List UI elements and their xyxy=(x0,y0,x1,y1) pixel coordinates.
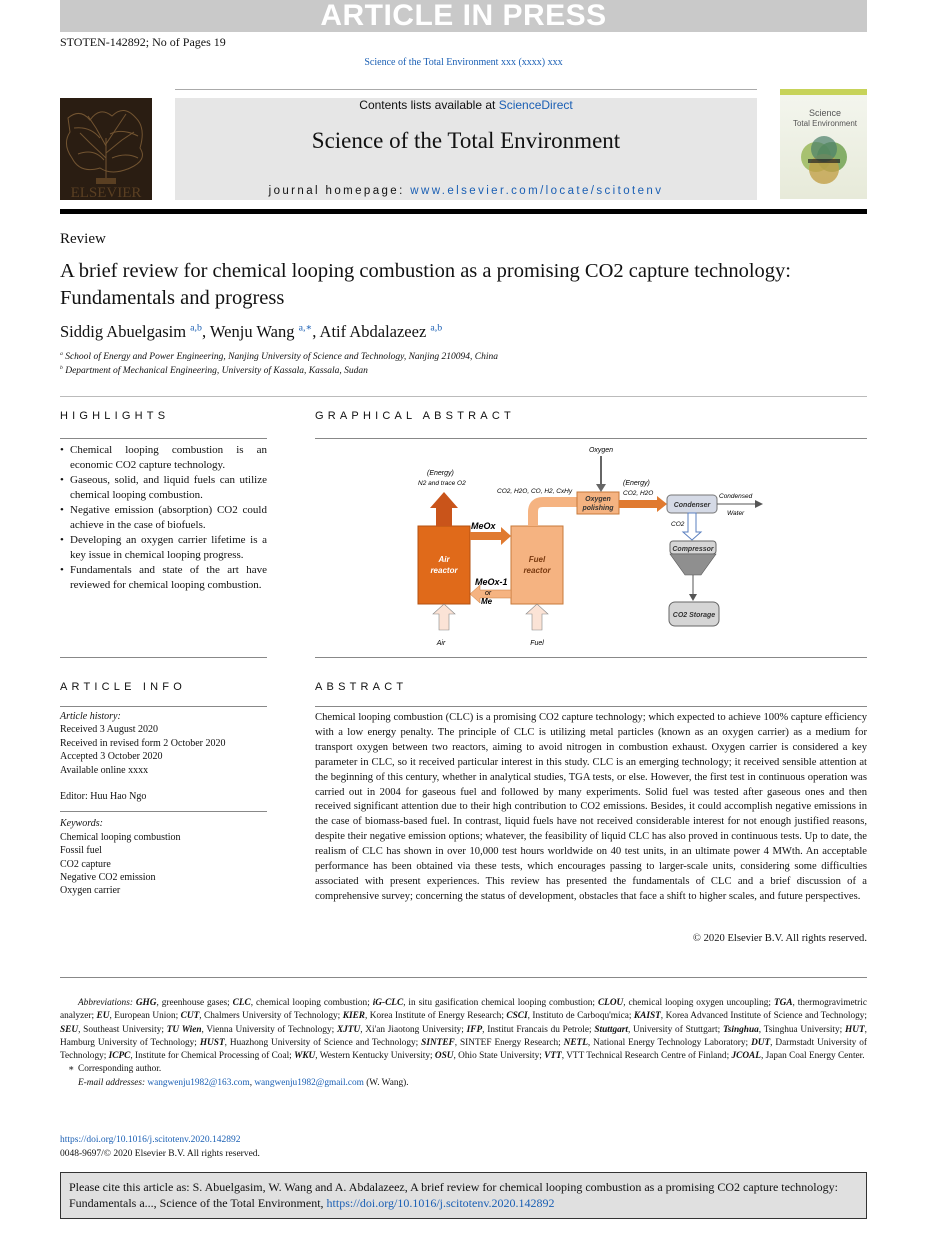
me-label: Me xyxy=(481,597,493,606)
graphical-abstract-figure xyxy=(315,440,867,652)
exhaust-arrow xyxy=(430,492,458,526)
abbreviation-term: IFP xyxy=(466,1024,483,1035)
doi-link[interactable]: https://doi.org/10.1016/j.scitotenv.2020.142892 xyxy=(60,1135,241,1145)
water-label: Water xyxy=(727,510,745,517)
abbreviation-definition: , Instituto de Carboqu'mica; xyxy=(527,1011,634,1022)
abbreviation-term: CLOU xyxy=(597,998,624,1008)
meox1-label: MeOx-1 xyxy=(475,577,508,587)
journal-reference-link[interactable]: Science of the Total Environment xxx (xxxx) xxx xyxy=(364,57,563,68)
graphical-abstract-bottom-rule xyxy=(315,657,867,658)
abbreviation-term: GHG xyxy=(135,998,157,1008)
abbreviation-definition: , Western Kentucky University; xyxy=(315,1051,435,1062)
contents-prefix: Contents lists available at xyxy=(359,98,499,112)
energy-right-label: (Energy) xyxy=(623,480,650,487)
abbreviation-term: XJTU xyxy=(336,1024,361,1035)
abbreviation-term: HUST xyxy=(199,1037,225,1048)
affiliation-mark: b xyxy=(60,364,63,371)
co2-h2o-label: CO2, H2O xyxy=(623,490,654,497)
or-label: or xyxy=(485,590,492,597)
keyword: Oxygen carrier xyxy=(60,885,121,897)
journal-cover-thumbnail[interactable] xyxy=(780,89,867,199)
abbreviation-definition: , Korea Institute of Energy Research; xyxy=(364,1011,507,1022)
keyword: Fossil fuel xyxy=(60,845,102,857)
highlights-top-rule xyxy=(60,438,267,439)
email-note: E-mail addresses: wangwenju1982@163.com, wangwenju1982@gmail.com (W. Wang). xyxy=(78,1077,409,1088)
compressor-label: Compressor xyxy=(672,546,714,553)
abbreviation-definition: , University of Stuttgart; xyxy=(627,1024,723,1035)
journal-cover-image xyxy=(780,89,867,199)
abbreviation-term: Stuttgart xyxy=(594,1024,628,1035)
affiliation-text: Department of Mechanical Engineering, University of Kassala, Kassala, Sudan xyxy=(65,366,368,376)
abbreviation-definition: , Japan Coal Energy Center. xyxy=(760,1051,865,1062)
article-type: Review xyxy=(60,231,106,247)
article-info xyxy=(60,710,267,898)
abbreviation-term: KIER xyxy=(342,1011,365,1022)
contents-line xyxy=(175,98,757,112)
highlight-item: • Developing an oxygen carrier lifetime is a key issue in chemical looping progress. xyxy=(60,533,267,563)
homepage-prefix: journal homepage: xyxy=(268,185,411,197)
abbreviation-term: KAIST xyxy=(633,1011,661,1022)
abbreviation-definition: , Xi'an Jiaotong University; xyxy=(360,1024,467,1035)
abbreviation-term: SINTEF xyxy=(421,1037,455,1048)
article-info-heading: ARTICLE INFO xyxy=(60,681,186,693)
editor: Editor: Huu Hao Ngo xyxy=(60,791,147,803)
footnotes xyxy=(60,997,867,1090)
to-condenser-arrow xyxy=(619,496,667,512)
abbreviation-term: JCOAL xyxy=(731,1051,761,1062)
corresponding-author-note xyxy=(60,1063,867,1076)
abbreviation-term: SEU xyxy=(60,1024,79,1035)
compressor-funnel xyxy=(670,554,716,575)
gases-label: CO2, H2O, CO, H2, CxHy xyxy=(497,488,573,495)
abbreviation-definition: , Hamburg University of Technology; xyxy=(60,1024,867,1048)
fuel-reactor-label: Fuel xyxy=(528,555,546,564)
citation-box xyxy=(60,1172,867,1219)
fuel-reactor-box xyxy=(511,526,563,604)
graphical-abstract-heading: GRAPHICAL ABSTRACT xyxy=(315,410,515,422)
abbreviation-term: DUT xyxy=(751,1037,771,1048)
author-name[interactable]: Atif Abdalazeez xyxy=(319,322,427,341)
air-label: Air xyxy=(436,640,446,647)
keyword: Negative CO2 emission xyxy=(60,872,156,884)
asterisk-mark: ∗ xyxy=(68,1064,75,1075)
co2-label: CO2 xyxy=(671,521,685,528)
citation-doi-link[interactable]: https://doi.org/10.1016/j.scitotenv.2020.142892 xyxy=(326,1196,555,1210)
abstract-rule xyxy=(315,706,867,707)
oxygen-polishing-label: Oxygen xyxy=(585,496,611,503)
header-rule xyxy=(60,209,867,214)
abbreviation-term: NETL xyxy=(563,1037,588,1048)
history-label: Article history: xyxy=(60,711,121,722)
manuscript-id: STOTEN-142892; No of Pages 19 xyxy=(60,35,226,49)
author-affiliation-mark[interactable]: a,b xyxy=(430,322,443,334)
highlights-heading: HIGHLIGHTS xyxy=(60,410,170,422)
affiliation-a xyxy=(60,352,498,362)
abbreviation-term: VTT xyxy=(544,1051,562,1062)
sciencedirect-link[interactable]: ScienceDirect xyxy=(498,98,573,112)
accepted-date: Accepted 3 October 2020 xyxy=(60,751,163,763)
abbreviation-definition: , chemical looping combustion; xyxy=(250,998,373,1008)
keyword: Chemical looping combustion xyxy=(60,831,181,843)
abbreviation-term: CUT xyxy=(180,1011,200,1022)
abbreviation-definition: , Tsinghua University; xyxy=(758,1024,846,1035)
co2-down-arrow xyxy=(683,513,701,540)
highlights-list xyxy=(60,443,267,593)
masthead-divider xyxy=(175,89,757,90)
journal-homepage xyxy=(175,185,757,197)
issn-line: 0048-9697/© 2020 Elsevier B.V. All rights reserved. xyxy=(60,1148,260,1159)
email-label: E-mail addresses: xyxy=(78,1077,146,1088)
air-reactor-label: Air xyxy=(438,555,450,564)
article-title: A brief review for chemical looping combustion as a promising CO2 capture technology: Fundamentals and progress xyxy=(60,260,791,309)
abbreviation-term: iG-CLC xyxy=(372,998,404,1008)
abbreviations-list xyxy=(60,998,867,1061)
author-affiliation-mark[interactable]: a,∗ xyxy=(298,322,313,334)
oxygen-arrow-head xyxy=(596,484,606,492)
abbreviation-definition: , in situ gasification chemical looping combustion; xyxy=(403,998,598,1008)
abbreviation-definition: , National Energy Technology Laboratory; xyxy=(587,1037,752,1048)
abbreviation-definition: , European Union; xyxy=(109,1011,181,1022)
abbreviation-term: ICPC xyxy=(108,1051,131,1062)
storage-arrow-head xyxy=(689,594,697,601)
air-in-arrow xyxy=(433,604,455,630)
citation-text: Please cite this article as: S. Abuelgasim, W. Wang and A. Abdalazeez, A brief review for chemical looping combustion as a promising CO2 capture technology: Fundamentals a..., Science of the Total Environment, xyxy=(69,1180,838,1210)
abbreviation-term: HUT xyxy=(845,1024,865,1035)
revised-date: Received in revised form 2 October 2020 xyxy=(60,737,226,749)
abstract-text: Chemical looping combustion (CLC) is a promising CO2 capture technology; which expected to achieve 100% capture efficiency with a low energy penalty. The principle of CLC is utilizing metal particles (known as an oxygen carrier) as a medium for transport oxygen between two reactors, aiming to avoid nitrogen in combustion exhaust. Oxygen carrier is considered a key parameter in CLC, so it received particular interest in this study. CLC is an emerging technology; it received sensible attention at the beginning of this century, whether in analytical studies, TGA tests, or else. However, the first test in continuous operation was carried out in 2004 for gaseous fuel and followed by many experiments. Solid fuel was tested after gaseous ones and then received significant attention due to their high contribution to CO2 emissions. Besides, it could accomplish negative emissions in the case of biomass-based fuel. In contrast, liquid fuels have not received considerable interest for not enough justified reasons, despite their negative emission options; whatever, the feasibility of liquid CLC has also proved in continuous tests. Up to date, the realism of CLC has shown in over 10,000 test hours worldwide on 40 test units, in an ultimate power 4 MWth. An acceptable performance has been obtained via these tests, which encourages passing to larger-scale units, considering some difficulties associated with present experiences. This review has presented the fundamentals of CLC and a brief discussion of a comprehensive survey; concerning the status of development, obstacles that face a shift to higher scales, and future perspectives. xyxy=(315,712,867,902)
abbreviation-term: CLC xyxy=(232,998,251,1008)
article-info-rule xyxy=(60,706,267,707)
oxygen-label: Oxygen xyxy=(588,447,614,454)
elsevier-tree-icon xyxy=(60,98,152,200)
abbreviation-definition: , Korea Advanced Institute of Science and Technology; xyxy=(660,1011,868,1022)
abbreviation-definition: , Southeast University; xyxy=(78,1024,167,1035)
author-affiliation-mark[interactable]: a,b xyxy=(190,322,202,334)
fuel-reactor-label: reactor xyxy=(523,566,551,575)
keywords-label: Keywords: xyxy=(60,818,103,830)
affiliation-text: School of Energy and Power Engineering, Nanjing University of Science and Technology, Nanjing 210094, China xyxy=(65,352,499,362)
condensed-label: Condensed xyxy=(719,493,753,500)
air-reactor-label: reactor xyxy=(430,566,458,575)
abbreviation-definition: , VTT Technical Research Centre of Finland; xyxy=(561,1051,732,1062)
abbreviation-definition: , Institut Francais du Petrole; xyxy=(482,1024,595,1035)
abbreviation-term: OSU xyxy=(434,1051,454,1062)
air-reactor-box xyxy=(418,526,470,604)
abbreviation-term: TU Wien xyxy=(166,1024,202,1035)
storage-label: CO2 Storage xyxy=(672,612,716,619)
keywords-rule xyxy=(60,811,267,812)
highlights-bottom-rule xyxy=(60,657,267,658)
abbreviation-definition: , Institute for Chemical Processing of Coal; xyxy=(130,1051,295,1062)
received-date: Received 3 August 2020 xyxy=(60,724,159,736)
highlight-item: • Fundamentals and state of the art have reviewed for chemical looping combustion. xyxy=(60,563,267,593)
svg-text:ELSEVIER: ELSEVIER xyxy=(70,185,142,200)
email-suffix: (W. Wang). xyxy=(366,1077,409,1088)
abbreviation-term: Tsinghua xyxy=(722,1024,759,1035)
keyword: CO2 capture xyxy=(60,858,111,870)
abbreviations-paragraph xyxy=(60,997,867,1063)
affiliation-mark: a xyxy=(60,350,63,357)
banner-text: ARTICLE IN PRESS xyxy=(320,0,607,32)
energy-label: (Energy) xyxy=(427,470,454,477)
abbreviation-definition: , SINTEF Energy Research; xyxy=(454,1037,564,1048)
homepage-link[interactable]: www.elsevier.com/locate/scitotenv xyxy=(410,185,664,197)
abbreviation-term: TGA xyxy=(773,998,793,1008)
abbreviation-term: CSCI xyxy=(506,1011,528,1022)
water-arrow-head xyxy=(755,500,763,508)
outlet-pipe xyxy=(533,502,577,526)
n2-label: N2 and trace O2 xyxy=(418,480,466,487)
abbreviation-definition: , greenhouse gases; xyxy=(156,998,233,1008)
fuel-in-arrow xyxy=(526,604,548,630)
fuel-label: Fuel xyxy=(530,640,544,647)
condenser-label: Condenser xyxy=(673,502,711,509)
abbreviation-definition: , Ohio State University; xyxy=(453,1051,545,1062)
elsevier-logo xyxy=(60,98,152,200)
highlight-item: • Negative emission (absorption) CO2 could achieve in the case of biofuels. xyxy=(60,503,267,533)
oxygen-polishing-label: polishing xyxy=(582,505,614,512)
abbreviation-definition: , Huazhong University of Science and Technology; xyxy=(224,1037,422,1048)
abbreviation-definition: , Vienna University of Technology; xyxy=(201,1024,337,1035)
email-link[interactable]: wangwenju1982@gmail.com xyxy=(254,1077,364,1088)
abstract-copyright: © 2020 Elsevier B.V. All rights reserved. xyxy=(692,933,867,944)
abbreviations-label: Abbreviations: xyxy=(78,998,133,1008)
abstract-heading: ABSTRACT xyxy=(315,681,408,693)
abbreviation-term: WKU xyxy=(294,1051,316,1062)
online-date: Available online xxxx xyxy=(60,764,149,776)
author-list: Siddig Abuelgasim $^{a,b}$, Wenju Wang $^{a,∗}$, Atif Abdalazeez $^{a,b}$ xyxy=(60,322,443,341)
corresponding-text: Corresponding author. xyxy=(78,1064,162,1075)
highlight-item: • Gaseous, solid, and liquid fuels can utilize chemical looping combustion. xyxy=(60,473,267,503)
author-name[interactable]: Siddig Abuelgasim xyxy=(60,322,187,341)
footnote-rule xyxy=(60,977,867,978)
email-link[interactable]: wangwenju1982@163.com xyxy=(147,1077,250,1088)
affiliation-b xyxy=(60,366,368,376)
abbreviation-definition: , Darmstadt University of Technology; xyxy=(60,1037,868,1062)
section-divider xyxy=(60,396,867,397)
abbreviation-definition: , Chalmers University of Technology; xyxy=(199,1011,343,1022)
meox-label: MeOx xyxy=(471,521,496,531)
highlight-item: • Chemical looping combustion is an economic CO2 capture technology. xyxy=(60,443,267,473)
abbreviation-definition: , chemical looping oxygen uncoupling; xyxy=(623,998,774,1008)
journal-title: Science of the Total Environment xyxy=(311,128,621,153)
abbreviation-term: EU xyxy=(96,1011,110,1022)
svg-text:Total Environment: Total Environment xyxy=(792,119,858,128)
svg-text:Science: Science xyxy=(808,108,842,118)
graphical-abstract-top-rule xyxy=(315,438,867,439)
doi-block xyxy=(60,1134,260,1161)
abbreviation-definition: , thermogravimetric analyzer; xyxy=(60,998,867,1022)
author-name[interactable]: Wenju Wang xyxy=(209,322,295,341)
